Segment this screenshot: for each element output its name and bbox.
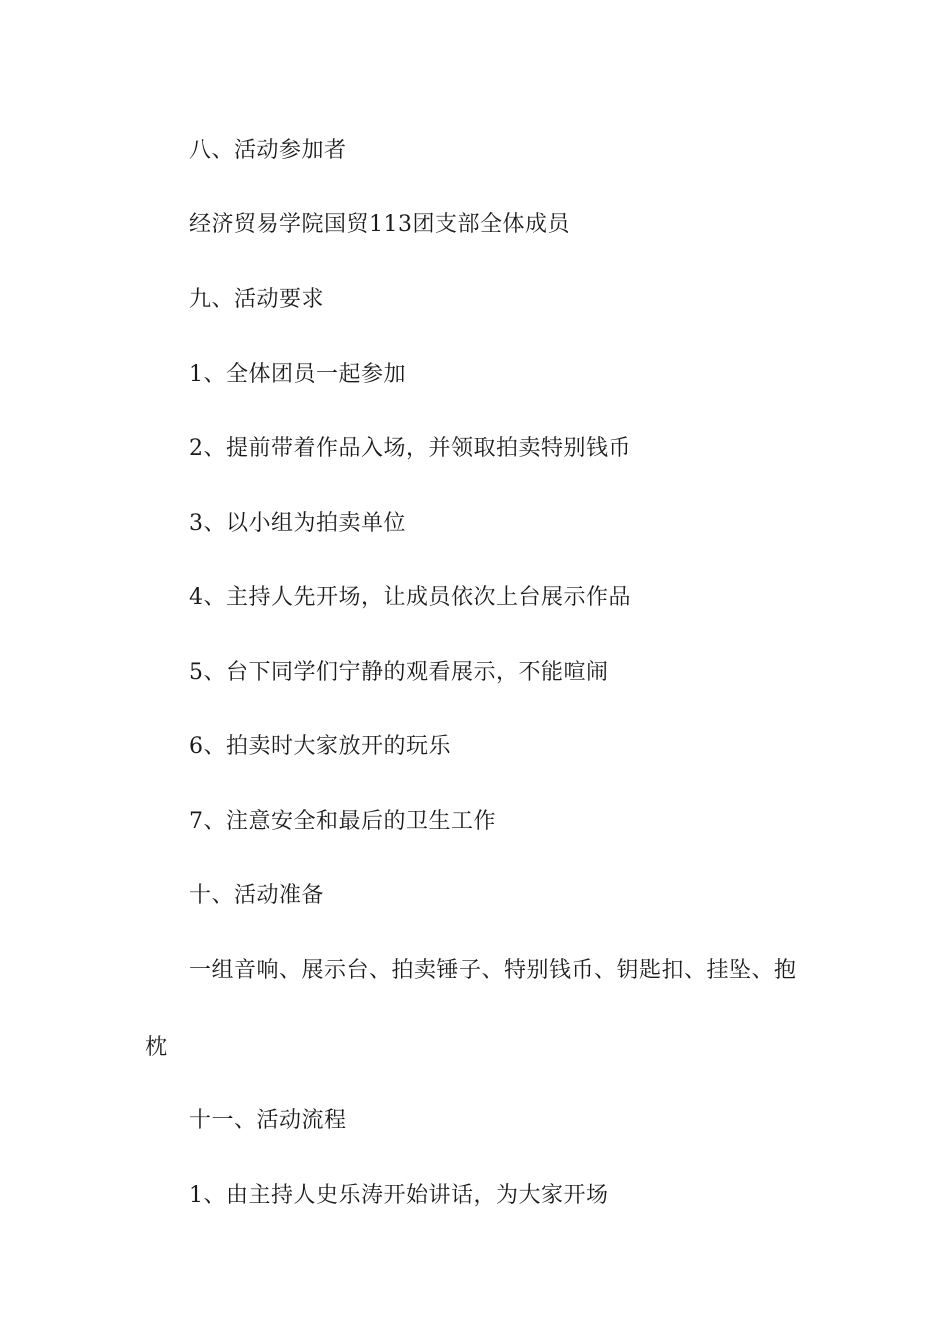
list-item-requirement-1: 1、全体团员一起参加 [189, 362, 406, 387]
list-item-requirement-5: 5、台下同学们宁静的观看展示，不能喧闹 [189, 660, 609, 685]
section-heading-preparation: 十、活动准备 [189, 883, 325, 908]
paragraph-participants: 经济贸易学院国贸113团支部全体成员 [189, 212, 570, 237]
section-heading-requirements: 九、活动要求 [189, 287, 325, 312]
section-heading-participants: 八、活动参加者 [189, 138, 347, 163]
list-item-requirement-4: 4、主持人先开场，让成员依次上台展示作品 [189, 585, 631, 610]
list-item-requirement-2: 2、提前带着作品入场，并领取拍卖特别钱币 [189, 436, 631, 461]
paragraph-preparation: 一组音响、展示台、拍卖锤子、特别钱币、钥匙扣、挂坠、抱 [189, 958, 797, 983]
list-item-requirement-3: 3、以小组为拍卖单位 [189, 511, 406, 536]
paragraph-preparation-continued: 枕 [145, 1035, 168, 1060]
list-item-requirement-7: 7、注意安全和最后的卫生工作 [189, 809, 496, 834]
list-item-requirement-6: 6、拍卖时大家放开的玩乐 [189, 734, 451, 759]
list-item-process-1: 1、由主持人史乐涛开始讲话，为大家开场 [189, 1183, 609, 1208]
section-heading-process: 十一、活动流程 [189, 1108, 347, 1133]
